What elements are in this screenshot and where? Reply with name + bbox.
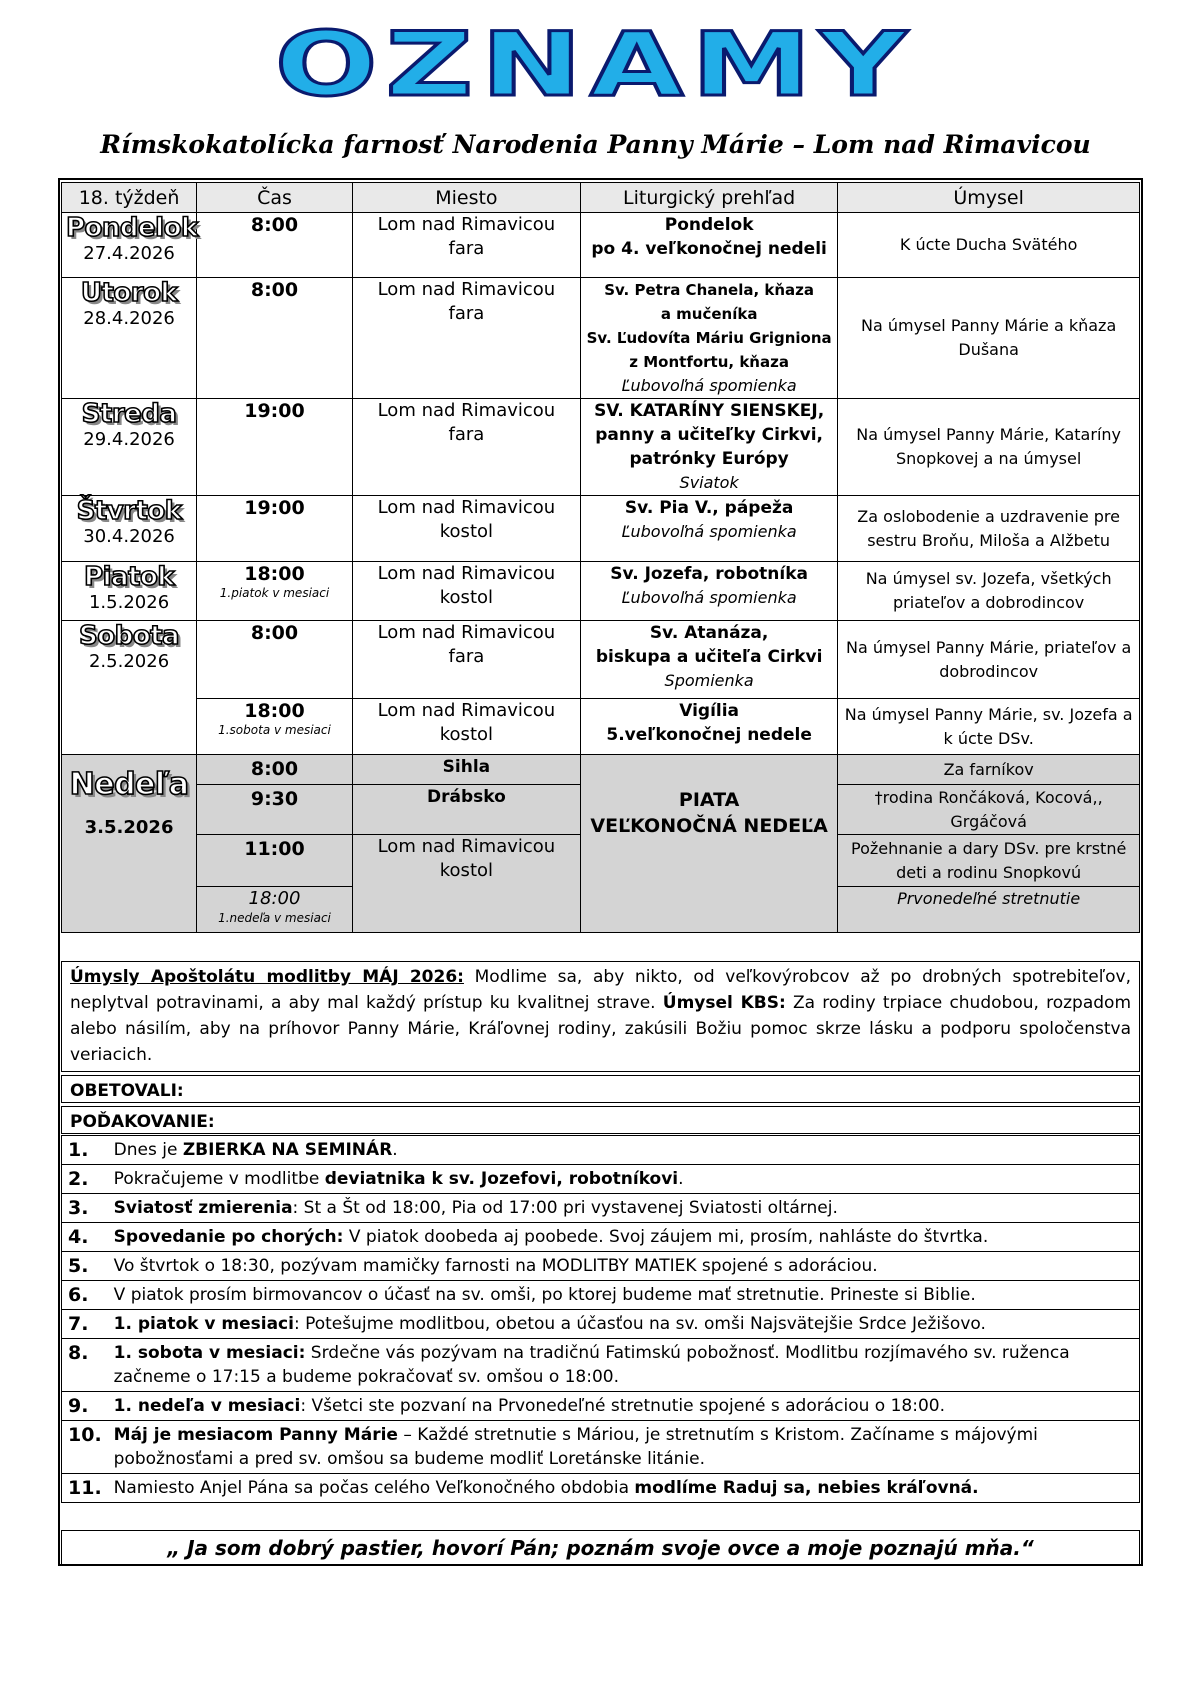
liturgy-line: Pondelok (664, 215, 754, 235)
announcement-item (62, 1421, 1140, 1474)
intent-cell: †rodina Rončáková, Kocová,, Grgáčová (838, 785, 1140, 835)
day-name: Štvrtok (76, 496, 182, 526)
place-line: Lom nad Rimavicou (377, 622, 556, 643)
liturgy-cell (580, 699, 837, 755)
intent-cell: Požehnanie a dary DSv. pre krstné deti a rodinu Snopkovú (838, 835, 1140, 887)
time-note: 1.nedeľa v mesiaci (218, 911, 331, 925)
day-date: 1.5.2026 (88, 592, 170, 613)
announcement-number: 8. (62, 1339, 108, 1392)
announcement-text (108, 1165, 1140, 1194)
day-name: Pondelok (66, 213, 198, 243)
announcement-item (62, 1281, 1140, 1310)
podakovanie-row: POĎAKOVANIE: (61, 1106, 1140, 1134)
announcement-number: 6. (62, 1281, 108, 1310)
day-date: 29.4.2026 (83, 429, 175, 450)
place-line: Lom nad Rimavicou (377, 497, 556, 518)
mass-place (352, 278, 580, 399)
liturgy-line: biskupa a učiteľa Cirkvi (595, 647, 823, 667)
intent-cell: Na úmysel Panny Márie, priateľov a dobrodincov (838, 621, 1140, 699)
liturgy-cell (580, 562, 837, 621)
row-sunday-1 (62, 755, 1140, 785)
header-intent: Úmysel (838, 183, 1140, 213)
day-cell (62, 496, 197, 562)
place-line: kostol (439, 587, 494, 608)
mass-time: 11:00 (197, 835, 353, 887)
intent-cell: Na úmysel sv. Jozefa, všetkých priateľov a dobrodincov (838, 562, 1140, 621)
mass-place (352, 213, 580, 278)
mass-time: 8:00 (197, 278, 353, 399)
liturgy-line: panny a učiteľky Cirkvi, (595, 425, 823, 445)
liturgy-rank: Spomienka (664, 671, 754, 690)
day-name: Piatok (84, 562, 175, 592)
oznamy-banner (260, 25, 930, 105)
obetovali-row: OBETOVALI: (61, 1075, 1140, 1103)
announcements-list (61, 1135, 1140, 1503)
announcement-text-part: Spovedanie po chorých: (113, 1227, 344, 1247)
announcement-item (62, 1194, 1140, 1223)
announcement-item (62, 1136, 1140, 1165)
mass-time: 8:00 (197, 213, 353, 278)
day-cell (62, 621, 197, 755)
announcement-text-part: V piatok prosím birmovancov o účasť na sv. omši, po ktorej budeme mať stretnutie. Prineste si Biblie. (113, 1285, 976, 1305)
intention-text: Modlime sa, aby nikto, od veľkovýrobcov až po drobných spotrebiteľov, neplytval potravinami, a aby mal každý prístup ku kvalitnej strave. (70, 967, 1132, 1013)
place-line: fara (448, 238, 485, 259)
liturgy-cell (580, 399, 837, 496)
row-monday (62, 213, 1140, 278)
liturgy-line: SV. KATARÍNY SIENSKEJ, (594, 401, 825, 421)
announcement-text (108, 1339, 1140, 1392)
header-time: Čas (197, 183, 353, 213)
place-line: fara (448, 303, 485, 324)
place-line: kostol (439, 860, 494, 881)
mass-time (197, 887, 353, 933)
announcement-text (108, 1252, 1140, 1281)
liturgy-line: patrónky Európy (629, 449, 789, 469)
place-line: Lom nad Rimavicou (377, 563, 556, 584)
announcement-text-part: : Všetci ste pozvaní na Prvonedeľné stretnutie spojené s adoráciou o 18:00. (300, 1396, 945, 1416)
announcement-text-part: Sviatosť zmierenia (113, 1198, 293, 1218)
parish-subtitle: Rímskokatolícka farnosť Narodenia Panny Márie – Lom nad Rimavicou (100, 130, 1091, 159)
day-date: 28.4.2026 (83, 308, 175, 329)
announcement-number: 4. (62, 1223, 108, 1252)
liturgy-cell (580, 621, 837, 699)
announcement-text-part: Namiesto Anjel Pána sa počas celého Veľkonočného obdobia (113, 1478, 635, 1498)
liturgy-line: PIATA (678, 789, 740, 811)
row-saturday-evening (62, 699, 1140, 755)
announcement-number: 9. (62, 1392, 108, 1421)
liturgy-rank: Ľubovoľná spomienka (621, 588, 797, 607)
announcement-text-part: V piatok doobeda aj poobede. Svoj záujem mi, prosím, nahláste do štvrtka. (343, 1227, 989, 1247)
mass-place (352, 699, 580, 755)
row-wednesday (62, 399, 1140, 496)
announcement-text (108, 1194, 1140, 1223)
announcement-text-part: modlíme Raduj sa, nebies kráľovná. (634, 1478, 979, 1498)
schedule-table (61, 182, 1140, 933)
announcement-text (108, 1421, 1140, 1474)
liturgy-line: z Montfortu, kňaza (629, 353, 789, 371)
announcement-text-part: Máj je mesiacom Panny Márie (113, 1425, 398, 1445)
day-date: 30.4.2026 (83, 526, 175, 547)
liturgy-line: 5.veľkonočnej nedele (606, 725, 812, 745)
day-cell (62, 399, 197, 496)
announcement-item (62, 1339, 1140, 1392)
day-name: Sobota (79, 621, 180, 651)
time-note: 1.sobota v mesiaci (218, 723, 331, 737)
day-date: 3.5.2026 (84, 817, 174, 838)
prayer-intentions (61, 961, 1140, 1072)
announcement-number: 7. (62, 1310, 108, 1339)
day-name: Streda (81, 399, 177, 429)
mass-place (352, 621, 580, 699)
kbs-label: Úmysel KBS: (662, 993, 786, 1013)
closing-quote: „ Ja som dobrý pastier, hovorí Pán; poznám svoje ovce a moje poznajú mňa.“ (61, 1530, 1140, 1566)
announcement-item (62, 1310, 1140, 1339)
intent-cell: Za farníkov (838, 755, 1140, 785)
mass-place (352, 562, 580, 621)
time-value: 18:00 (244, 563, 305, 585)
mass-time (197, 562, 353, 621)
announcement-text (108, 1392, 1140, 1421)
announcement-text (108, 1310, 1140, 1339)
mass-time: 19:00 (197, 399, 353, 496)
announcement-item (62, 1223, 1140, 1252)
announcement-text-part: ZBIERKA NA SEMINÁR (182, 1140, 393, 1160)
day-cell (62, 213, 197, 278)
intention-label: Úmysly Apoštolátu modlitby MÁJ 2026: (70, 967, 464, 987)
place-line: Lom nad Rimavicou (377, 279, 556, 300)
day-cell (62, 278, 197, 399)
liturgy-line: Sv. Ľudovíta Máriu Grigniona (586, 329, 832, 347)
announcement-item (62, 1392, 1140, 1421)
schedule-header-row (62, 183, 1140, 213)
header-place: Miesto (352, 183, 580, 213)
announcement-item (62, 1474, 1140, 1503)
row-tuesday (62, 278, 1140, 399)
liturgy-rank: Ľubovoľná spomienka (621, 376, 797, 395)
intent-cell: Na úmysel Panny Márie, Kataríny Snopkovej a na úmysel (838, 399, 1140, 496)
announcement-item (62, 1165, 1140, 1194)
day-cell (62, 562, 197, 621)
liturgy-line: VEĽKONOČNÁ NEDEĽA (590, 815, 828, 837)
announcement-text-part: – Každé stretnutie s Máriou, je stretnutím s Kristom. Začíname s májovými pobožnosťami a pred sv. omšou sa budeme modliť Loretánske litánie. (113, 1425, 1038, 1469)
row-saturday (62, 621, 1140, 699)
liturgy-cell (580, 496, 837, 562)
liturgy-line: Sv. Pia V., pápeža (624, 498, 794, 518)
mass-time (197, 699, 353, 755)
liturgy-rank: Sviatok (679, 473, 739, 492)
announcement-text-part: . (392, 1140, 398, 1160)
announcement-text (108, 1223, 1140, 1252)
announcement-text-part: . (678, 1169, 684, 1189)
day-name: Nedeľa (69, 767, 189, 802)
announcement-item (62, 1252, 1140, 1281)
day-cell (62, 755, 197, 933)
liturgy-line: Sv. Atanáza, (649, 623, 769, 643)
mass-place (352, 496, 580, 562)
day-date: 27.4.2026 (83, 243, 175, 264)
banner-text: OZNAMY (275, 25, 915, 105)
liturgy-line: Sv. Jozefa, robotníka (610, 564, 808, 584)
liturgy-cell (580, 755, 837, 933)
mass-time: 8:00 (197, 755, 353, 785)
announcement-number: 2. (62, 1165, 108, 1194)
time-value: 18:00 (244, 700, 305, 722)
day-name: Utorok (80, 278, 178, 308)
liturgy-cell (580, 213, 837, 278)
liturgy-rank: Ľubovoľná spomienka (621, 522, 797, 541)
announcement-text-part: deviatnika k sv. Jozefovi, robotníkovi (324, 1169, 679, 1189)
place-line: Lom nad Rimavicou (377, 700, 556, 721)
announcement-text-part: 1. piatok v mesiaci (113, 1314, 294, 1334)
announcement-text-part: 1. nedeľa v mesiaci (113, 1396, 301, 1416)
place-line: fara (448, 424, 485, 445)
mass-place (352, 399, 580, 496)
announcement-number: 1. (62, 1136, 108, 1165)
row-thursday (62, 496, 1140, 562)
intent-cell: Prvonedeľné stretnutie (838, 887, 1140, 933)
announcement-number: 5. (62, 1252, 108, 1281)
liturgy-line: Vigília (679, 701, 740, 721)
day-date: 2.5.2026 (88, 651, 170, 672)
mass-place (352, 835, 580, 933)
announcement-text-part: : Potešujme modlitbou, obetou a účasťou na sv. omši Najsvätejšie Srdce Ježišovo. (293, 1314, 986, 1334)
liturgy-line: Sv. Petra Chanela, kňaza (604, 281, 815, 299)
place-line: kostol (439, 724, 494, 745)
mass-time: 9:30 (197, 785, 353, 835)
liturgy-line: a mučeníka (660, 305, 758, 323)
place-line: Lom nad Rimavicou (377, 400, 556, 421)
place-line: Lom nad Rimavicou (377, 214, 556, 235)
announcement-text (108, 1281, 1140, 1310)
mass-place: Drábsko (352, 785, 580, 835)
header-week: 18. týždeň (62, 183, 197, 213)
mass-time: 8:00 (197, 621, 353, 699)
intent-cell: Na úmysel Panny Márie a kňaza Dušana (838, 278, 1140, 399)
liturgy-cell (580, 278, 837, 399)
announcement-text-part: : St a Št od 18:00, Pia od 17:00 pri vystavenej Sviatosti oltárnej. (292, 1198, 838, 1218)
announcement-text-part: Vo štvrtok o 18:30, pozývam mamičky farnosti na MODLITBY MATIEK spojené s adoráciou. (113, 1256, 878, 1276)
announcement-text-part: Dnes je (113, 1140, 183, 1160)
mass-place: Sihla (352, 755, 580, 785)
announcement-number: 10. (62, 1421, 108, 1474)
place-line: Lom nad Rimavicou (377, 836, 556, 857)
kbs-text: Za rodiny trpiace chudobou, rozpadom alebo násilím, aby na príhovor Panny Márie, Kráľovnej rodiny, zakúsili Božiu pomoc skrze lásku a podporu spoločenstva veriacich. (70, 993, 1132, 1065)
place-line: fara (448, 646, 485, 667)
row-friday (62, 562, 1140, 621)
intent-cell: K úcte Ducha Svätého (838, 213, 1140, 278)
announcement-text-part: 1. sobota v mesiaci: (113, 1343, 306, 1363)
intent-cell: Za oslobodenie a uzdravenie pre sestru Broňu, Miloša a Alžbetu (838, 496, 1140, 562)
header-liturgy: Liturgický prehľad (580, 183, 837, 213)
liturgy-line: po 4. veľkonočnej nedeli (591, 239, 827, 259)
announcement-text-part: Pokračujeme v modlitbe (113, 1169, 325, 1189)
announcement-number: 11. (62, 1474, 108, 1503)
time-note: 1.piatok v mesiaci (219, 586, 330, 600)
announcement-text (108, 1136, 1140, 1165)
time-value: 18:00 (248, 888, 301, 909)
mass-time: 19:00 (197, 496, 353, 562)
announcement-text-part: Srdečne vás pozývam na tradičnú Fatimskú pobožnosť. Modlitbu rozjímavého sv. ruženca začneme o 17:15 a budeme pokračovať sv. omšou o 18:00. (113, 1343, 1070, 1387)
place-line: kostol (439, 521, 494, 542)
announcement-text (108, 1474, 1140, 1503)
announcement-number: 3. (62, 1194, 108, 1223)
intent-cell: Na úmysel Panny Márie, sv. Jozefa a k úcte DSv. (838, 699, 1140, 755)
